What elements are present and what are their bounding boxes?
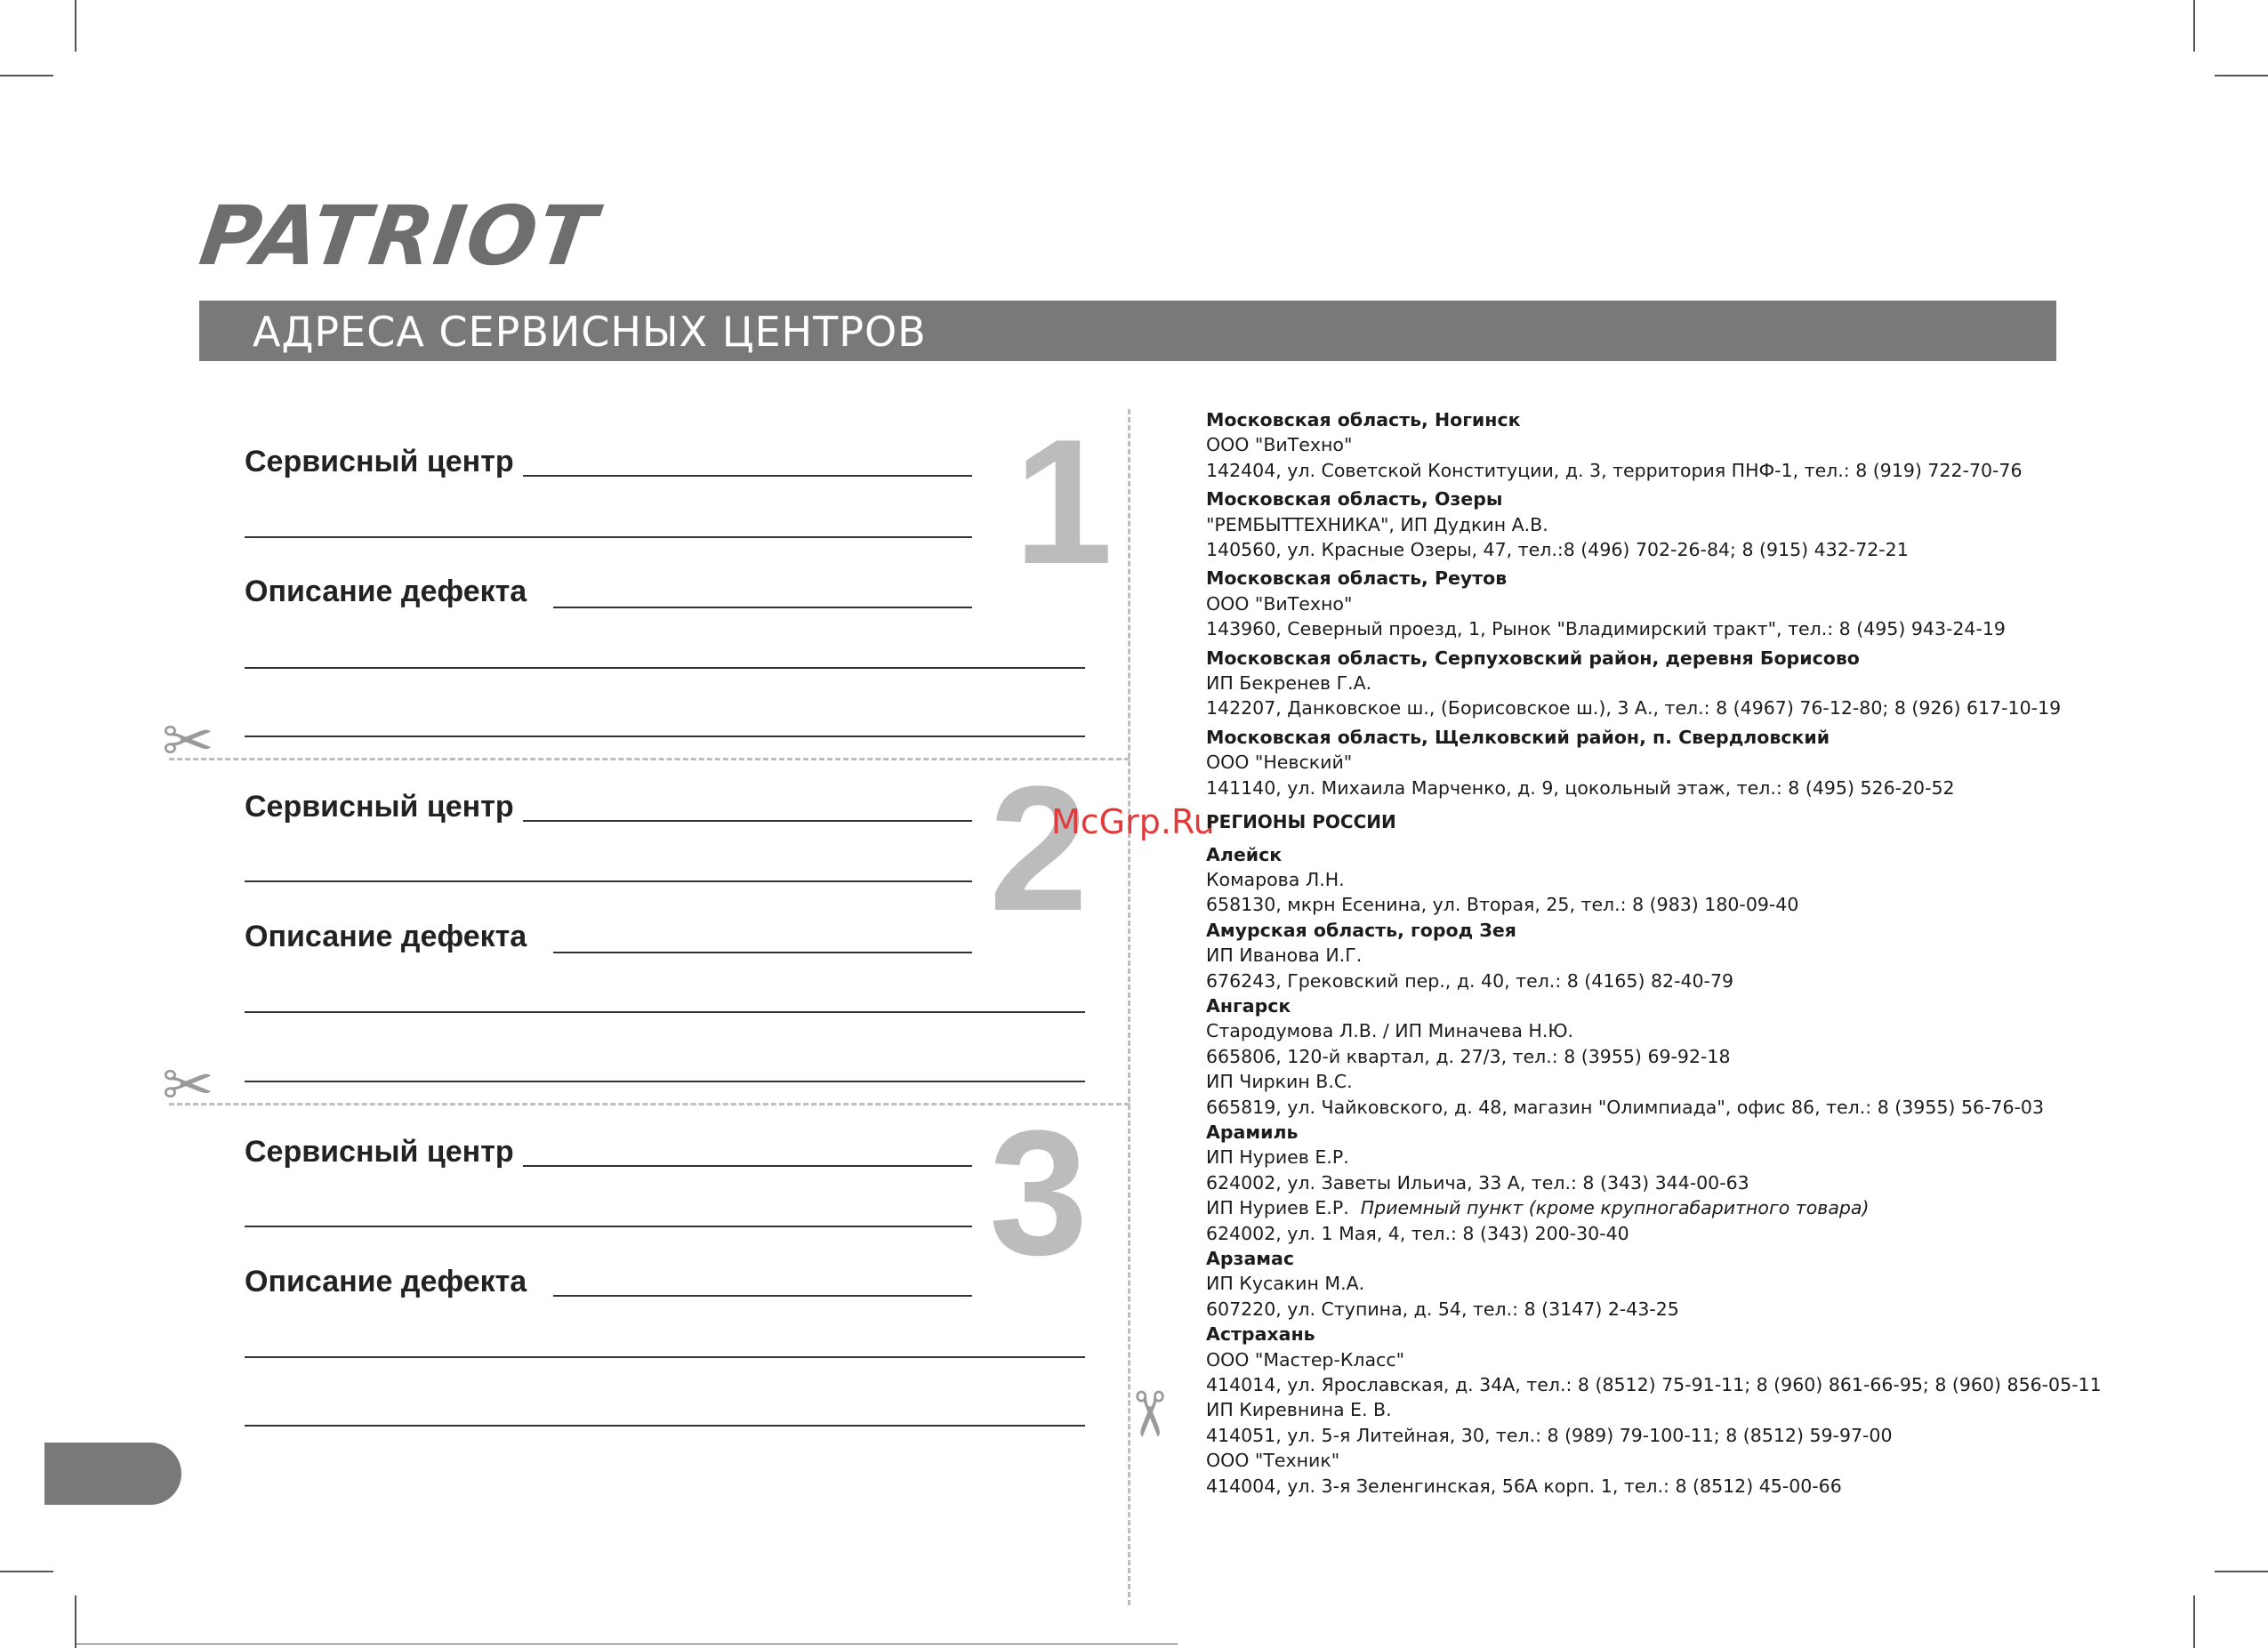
entry-note-italic: Приемный пункт (кроме крупногабаритного товара) (1360, 1197, 1870, 1219)
service-center-label: Сервисный центр (245, 445, 514, 478)
entry-line: ИП Нуриев Е.Р. (1206, 1146, 1349, 1169)
defect-description-line-2[interactable] (245, 1356, 1085, 1358)
entry-line: "РЕМБЫТТЕХНИКА", ИП Дудкин А.В. (1206, 513, 1548, 535)
address-entry (1206, 646, 2095, 721)
section-banner (199, 301, 2056, 361)
entry-line: 414004, ул. 3-я Зеленгинская, 56А корп. 1, тел.: 8 (8512) 45-00-66 (1206, 1475, 1842, 1497)
entry-line: 142207, Данковское ш., (Борисовское ш.), 3 А., тел.: 8 (4967) 76-12-80; 8 (926) 617-10-19 (1206, 697, 2062, 719)
crop-mark (2193, 1596, 2195, 1648)
address-entry (1206, 725, 2095, 800)
entry-line: ООО "Мастер-Класс" (1206, 1348, 1405, 1371)
page-number-tab (44, 1443, 181, 1505)
service-center-label: Сервисный центр (245, 1135, 514, 1169)
entry-line: 658130, мкрн Есенина, ул. Вторая, 25, тел.: 8 (983) 180-09-40 (1206, 894, 1799, 916)
scissors-icon: ✂ (162, 704, 214, 777)
service-center-field-line-2[interactable] (245, 1226, 972, 1227)
entry-line: ИП Кусакин М.А. (1206, 1273, 1365, 1295)
cut-line (169, 758, 1130, 760)
address-entry (1206, 566, 2095, 641)
entry-line: ИП Иванова И.Г. (1206, 945, 1363, 967)
entry-line: ООО "ВиТехно" (1206, 592, 1353, 615)
address-entry (1206, 1246, 2095, 1322)
entry-line: 414014, ул. Ярославская, д. 34А, тел.: 8 (8512) 75-91-11; 8 (960) 861-66-95; 8 (960) 856-05-11 (1206, 1374, 2102, 1396)
crop-mark (0, 1571, 53, 1572)
address-entry (1206, 918, 2095, 993)
service-center-field-line-2[interactable] (245, 536, 972, 538)
entry-heading: Московская область, Щелковский район, п. Свердловский (1206, 726, 1830, 748)
entry-note-name: ИП Нуриев Е.Р. (1206, 1197, 1349, 1219)
defect-description-line-3[interactable] (245, 736, 1085, 737)
crop-mark (75, 0, 76, 52)
crop-mark (2215, 1571, 2268, 1572)
crop-mark (2215, 75, 2268, 76)
entry-line: ООО "Невский" (1206, 752, 1353, 774)
watermark-text: McGrp.Ru (1051, 802, 1215, 841)
entry-heading: Московская область, Ногинск (1206, 409, 1521, 430)
service-center-field[interactable] (523, 820, 972, 822)
entry-heading: Московская область, Озеры (1206, 488, 1503, 510)
entry-heading: Арамиль (1206, 1121, 1299, 1143)
entry-line-with-note (1206, 1195, 2095, 1220)
defect-description-line-2[interactable] (245, 1011, 1085, 1013)
entry-line: ИП Чиркин В.С. (1206, 1071, 1353, 1093)
cut-line (169, 1103, 1130, 1105)
address-entry (1206, 407, 2095, 483)
scissors-icon: ✂ (1112, 1387, 1186, 1441)
entry-line: 665819, ул. Чайковского, д. 48, магазин "Олимпиада", офис 86, тел.: 8 (3955) 56-76-03 (1206, 1096, 2044, 1118)
service-center-address-list (1206, 407, 2102, 1499)
defect-description-field[interactable] (553, 952, 972, 953)
address-entry (1206, 1120, 2095, 1246)
address-entry (1206, 842, 2095, 918)
entry-heading: Астрахань (1206, 1323, 1315, 1346)
patriot-logo: PATRIOT (194, 189, 603, 284)
crop-mark (0, 75, 53, 76)
entry-line: 140560, ул. Красные Озеры, 47, тел.:8 (496) 702-26-84; 8 (915) 432-72-21 (1206, 539, 1909, 561)
entry-line: ИП Киревнина Е. В. (1206, 1399, 1392, 1421)
defect-description-field[interactable] (553, 607, 972, 608)
entry-line: 141140, ул. Михаила Марченко, д. 9, цокольный этаж, тел.: 8 (495) 526-20-52 (1206, 776, 1955, 799)
address-entry (1206, 486, 2095, 562)
crop-mark (2193, 0, 2195, 52)
entry-line: 624002, ул. Заветы Ильича, 33 А, тел.: 8 (343) 344-00-63 (1206, 1171, 1749, 1194)
defect-description-label: Описание дефекта (245, 1265, 527, 1298)
defect-description-label: Описание дефекта (245, 575, 527, 608)
entry-line: ООО "Техник" (1206, 1450, 1340, 1472)
defect-description-line-2[interactable] (245, 667, 1085, 669)
entry-line: Стародумова Л.В. / ИП Миначева Н.Ю. (1206, 1020, 1574, 1042)
service-center-field-line-2[interactable] (245, 880, 972, 882)
entry-line: 676243, Грековский пер., д. 40, тел.: 8 (4165) 82-40-79 (1206, 969, 1734, 992)
entry-line: 624002, ул. 1 Мая, 4, тел.: 8 (343) 200-30-40 (1206, 1222, 1629, 1244)
entry-heading: Алейск (1206, 843, 1283, 865)
entry-line: 665806, 120-й квартал, д. 27/3, тел.: 8 (3955) 69-92-18 (1206, 1045, 1731, 1067)
entry-line: 414051, ул. 5-я Литейная, 30, тел.: 8 (989) 79-100-11; 8 (8512) 59-97-00 (1206, 1424, 1893, 1446)
entry-line: ООО "ВиТехно" (1206, 434, 1353, 456)
entry-line: Комарова Л.Н. (1206, 868, 1345, 890)
entry-heading: Арзамас (1206, 1248, 1295, 1269)
service-center-field[interactable] (523, 475, 972, 477)
coupon-number-1: 1 (1014, 403, 1114, 601)
address-entry (1206, 1322, 2102, 1499)
coupon-number-3: 3 (989, 1094, 1089, 1292)
entry-heading: Московская область, Серпуховский район, деревня Борисово (1206, 647, 1860, 669)
scissors-icon: ✂ (162, 1049, 214, 1121)
coupon-number-2: 2 (989, 750, 1089, 948)
service-center-field[interactable] (523, 1165, 972, 1167)
crop-mark (75, 1596, 76, 1648)
regions-section-title: РЕГИОНЫ РОССИИ (1206, 811, 1396, 833)
entry-heading: Московская область, Реутов (1206, 567, 1508, 590)
entry-line: 607220, ул. Ступина, д. 54, тел.: 8 (3147) 2-43-25 (1206, 1298, 1679, 1320)
defect-description-label: Описание дефекта (245, 920, 527, 953)
entry-line: 142404, ул. Советской Конституции, д. 3, территория ПНФ-1, тел.: 8 (919) 722-70-76 (1206, 459, 2023, 481)
defect-description-field[interactable] (553, 1295, 972, 1297)
page-title: АДРЕСА СЕРВИСНЫХ ЦЕНТРОВ (253, 308, 927, 356)
entry-heading: Ангарск (1206, 994, 1291, 1017)
defect-description-line-3[interactable] (245, 1425, 1085, 1427)
service-center-label: Сервисный центр (245, 790, 514, 824)
address-entry (1206, 993, 2095, 1120)
entry-line: ИП Бекренев Г.А. (1206, 672, 1372, 695)
defect-description-line-3[interactable] (245, 1081, 1085, 1082)
entry-heading: Амурская область, город Зея (1206, 919, 1516, 941)
entry-line: 143960, Северный проезд, 1, Рынок "Владимирский тракт", тел.: 8 (495) 943-24-19 (1206, 618, 2006, 640)
